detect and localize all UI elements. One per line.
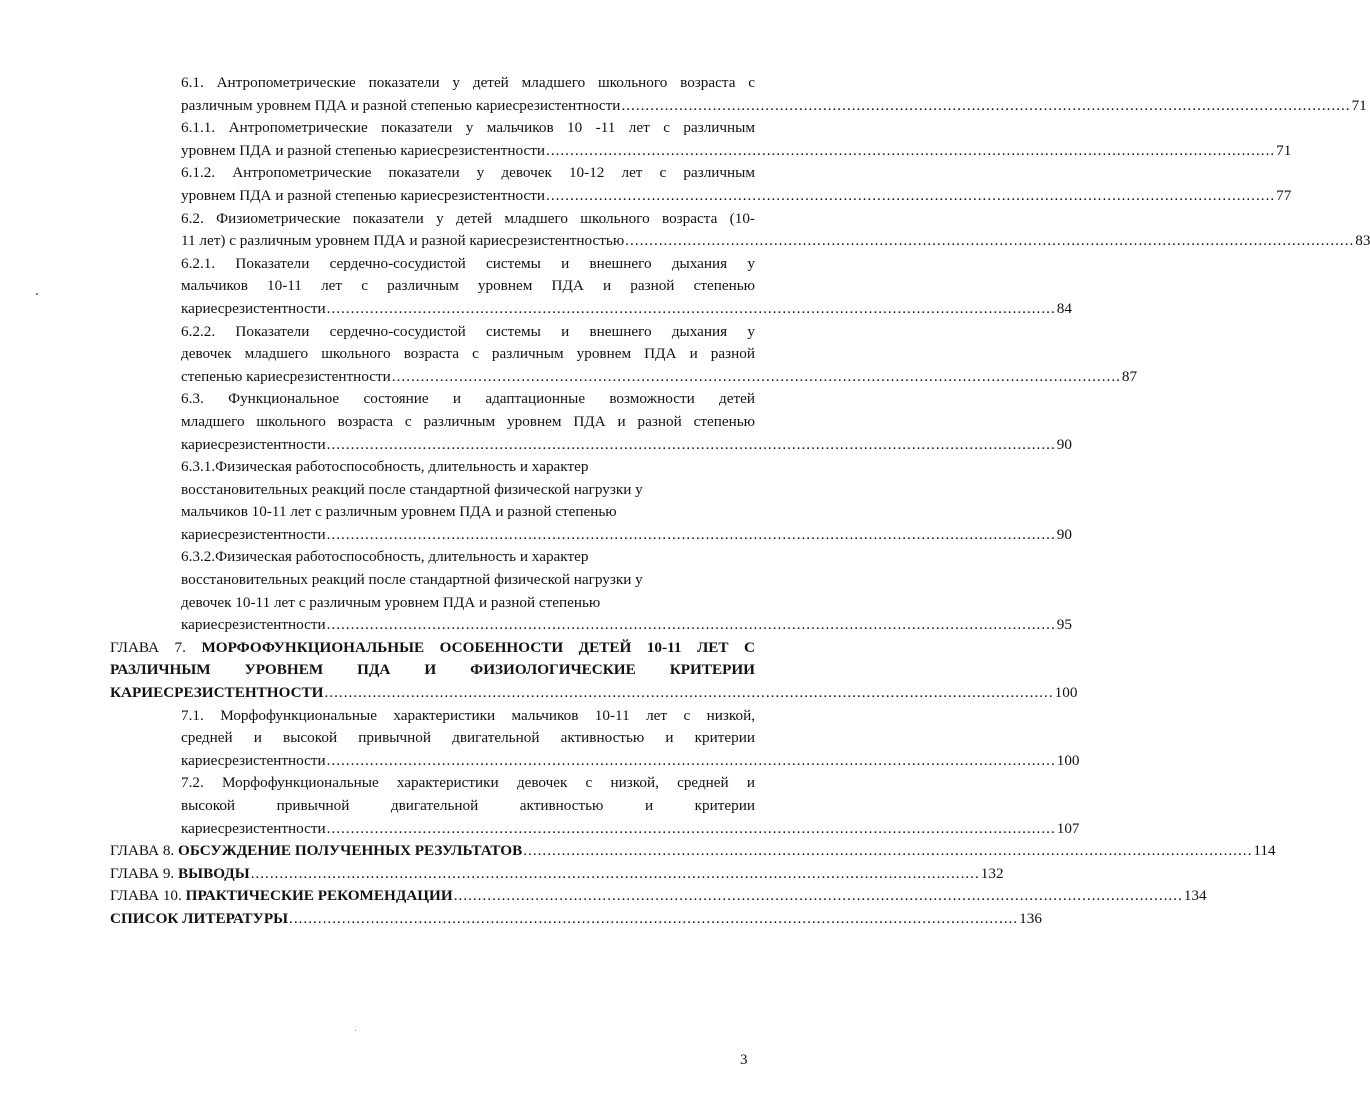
- page-ref: 107: [1056, 819, 1080, 837]
- references-title: СПИСОК ЛИТЕРАТУРЫ: [110, 909, 289, 927]
- page-ref: 84: [1056, 299, 1072, 317]
- toc-entry-text: 6.1.1. Антропометрические показатели у мальчиков 10 -11 лет с различным: [181, 119, 755, 137]
- chapter-prefix: ГЛАВА 8.: [110, 842, 175, 860]
- chapter-title: КАРИЕСРЕЗИСТЕНТНОСТИ: [110, 684, 324, 702]
- toc-entry-text: 7.2. Морфофункциональные характеристики девочек с низкой, средней и: [181, 774, 755, 792]
- scan-speck: [355, 1030, 356, 1031]
- chapter-title: ПРАКТИЧЕСКИЕ РЕКОМЕНДАЦИИ: [185, 887, 453, 905]
- toc-entry-text: девочек младшего школьного возраста с различным уровнем ПДА и разной: [181, 345, 755, 363]
- toc-entry-text: степенью кариесрезистентности: [181, 367, 391, 385]
- toc-entry-text: девочек 10-11 лет с различным уровнем ПДА и разной степенью: [181, 593, 601, 611]
- page-ref: 100: [1056, 751, 1080, 769]
- toc-entry-6-2-2[interactable]: 6.2.2. Показатели сердечно-сосудистой системы и внешнего дыхания у девочек младшего школьного возраста с различным уровнем ПДА и разной степенью кариесрезистентности ........................................................................................................................................................ 87: [181, 321, 755, 389]
- toc-entry-text: 6.3.2.Физическая работоспособность, длительность и характер: [181, 548, 589, 566]
- chapter-prefix: ГЛАВА 10.: [110, 887, 182, 905]
- toc-chapter-7[interactable]: ГЛАВА 7. МОРФОФУНКЦИОНАЛЬНЫЕ ОСОБЕННОСТИ ДЕТЕЙ 10-11 ЛЕТ С РАЗЛИЧНЫМ УРОВНЕМ ПДА И ФИЗИОЛОГИЧЕСКИЕ КРИТЕРИИ КАРИЕСРЕЗИСТЕНТНОСТИ ........................................................................................................................................................ 100: [110, 637, 755, 705]
- toc-entry-text: кариесрезистентности: [181, 751, 326, 769]
- toc-entry-text: уровнем ПДА и разной степенью кариесрезистентности: [181, 141, 546, 159]
- toc-entry-text: 6.2. Физиометрические показатели у детей младшего школьного возраста (10-: [181, 209, 755, 227]
- page-ref: 71: [1276, 141, 1292, 159]
- toc-entry-text: 11 лет) с различным уровнем ПДА и разной кариесрезистентностью: [181, 232, 625, 250]
- toc-entry-text: мальчиков 10-11 лет с различным уровнем ПДА и разной степенью: [181, 503, 617, 521]
- toc-entry-text: различным уровнем ПДА и разной степенью кариесрезистентности: [181, 96, 621, 114]
- toc-entry-text: восстановительных реакций после стандартной физической нагрузки у: [181, 480, 643, 498]
- toc-entry-7-2[interactable]: 7.2. Морфофункциональные характеристики девочек с низкой, средней и высокой привычной двигательной активностью и критерии кариесрезистентности ........................................................................................................................................................ 107: [181, 772, 755, 840]
- toc-entry-text: мальчиков 10-11 лет с различным уровнем ПДА и разной степенью: [181, 277, 755, 295]
- toc-entry-text: кариесрезистентности: [181, 435, 326, 453]
- toc-entry-7-1[interactable]: 7.1. Морфофункциональные характеристики мальчиков 10-11 лет с низкой, средней и высокой привычной двигательной активностью и критерии кариесрезистентности ........................................................................................................................................................ 100: [181, 705, 755, 773]
- toc-entry-6-2-1[interactable]: 6.2.1. Показатели сердечно-сосудистой системы и внешнего дыхания у мальчиков 10-11 лет с различным уровнем ПДА и разной степенью кариесрезистентности ........................................................................................................................................................ 84: [181, 253, 755, 321]
- toc-entry-text: 6.2.1. Показатели сердечно-сосудистой системы и внешнего дыхания у: [181, 254, 755, 272]
- page-ref: 83: [1355, 232, 1370, 250]
- page-ref: 77: [1276, 186, 1292, 204]
- page-ref: 136: [1019, 909, 1042, 927]
- page-ref: 134: [1183, 887, 1207, 905]
- toc-entry-text: 6.3. Функциональное состояние и адаптационные возможности детей: [181, 390, 755, 408]
- page-ref: 132: [980, 864, 1004, 882]
- toc-entry-6-3[interactable]: 6.3. Функциональное состояние и адаптационные возможности детей младшего школьного возраста с различным уровнем ПДА и разной степенью кариесрезистентности ........................................................................................................................................................ 90: [181, 388, 755, 456]
- toc-entry-6-3-1[interactable]: 6.3.1.Физическая работоспособность, длительность и характер восстановительных реакций после стандартной физической нагрузки у мальчиков 10-11 лет с различным уровнем ПДА и разной степенью кариесрезистентности ........................................................................................................................................................ 90: [181, 456, 755, 546]
- toc-entry-6-3-2[interactable]: 6.3.2.Физическая работоспособность, длительность и характер восстановительных реакций после стандартной физической нагрузки у девочек 10-11 лет с различным уровнем ПДА и разной степенью кариесрезистентности ........................................................................................................................................................ 95: [181, 546, 755, 636]
- chapter-title: МОРФОФУНКЦИОНАЛЬНЫЕ ОСОБЕННОСТИ ДЕТЕЙ 10-11 ЛЕТ С: [201, 638, 756, 656]
- page-ref: 90: [1056, 435, 1072, 453]
- page-ref: 71: [1351, 96, 1367, 114]
- toc-entry-text: 6.1. Антропометрические показатели у детей младшего школьного возраста с: [181, 74, 755, 91]
- chapter-prefix: ГЛАВА 7.: [110, 638, 186, 656]
- toc-entry-6-1-2[interactable]: 6.1.2. Антропометрические показатели у девочек 10-12 лет с различным уровнем ПДА и разной степенью кариесрезистентности ........................................................................................................................................................ 77: [181, 162, 755, 207]
- page-ref: 87: [1121, 367, 1138, 385]
- toc-entry-6-1-1[interactable]: 6.1.1. Антропометрические показатели у мальчиков 10 -11 лет с различным уровнем ПДА и разной степенью кариесрезистентности ........................................................................................................................................................ 71: [181, 117, 755, 162]
- toc-entry-text: младшего школьного возраста с различным уровнем ПДА и разной степенью: [181, 412, 755, 430]
- toc-entry-text: кариесрезистентности: [181, 819, 326, 837]
- scan-speck: [36, 293, 38, 295]
- chapter-title: ОБСУЖДЕНИЕ ПОЛУЧЕННЫХ РЕЗУЛЬТАТОВ: [178, 842, 523, 860]
- toc-entry-text: уровнем ПДА и разной степенью кариесрезистентности: [181, 186, 546, 204]
- toc-entry-6-1[interactable]: 6.1. Антропометрические показатели у детей младшего школьного возраста с различным уровнем ПДА и разной степенью кариесрезистентности ........................................................................................................................................................ 71: [181, 72, 755, 117]
- toc-entry-text: кариесрезистентности: [181, 299, 326, 317]
- page-ref: 114: [1253, 842, 1276, 860]
- toc-entry-text: кариесрезистентности: [181, 525, 326, 543]
- page-ref: 90: [1056, 525, 1072, 543]
- toc-chapter-8[interactable]: ГЛАВА 8. ОБСУЖДЕНИЕ ПОЛУЧЕННЫХ РЕЗУЛЬТАТОВ ........................................................................................................................................................ 114: [110, 840, 755, 863]
- table-of-contents: [0, 72, 1370, 931]
- chapter-title: РАЗЛИЧНЫМ УРОВНЕМ ПДА И ФИЗИОЛОГИЧЕСКИЕ КРИТЕРИИ: [110, 661, 755, 679]
- toc-entry-text: кариесрезистентности: [181, 616, 326, 634]
- toc-entry-text: 7.1. Морфофункциональные характеристики мальчиков 10-11 лет с низкой,: [181, 706, 755, 724]
- toc-entry-text: высокой привычной двигательной активностью и критерии: [181, 797, 755, 814]
- page-ref: 95: [1056, 616, 1072, 634]
- page-ref: 100: [1054, 684, 1078, 702]
- toc-chapter-9[interactable]: ГЛАВА 9. ВЫВОДЫ ........................................................................................................................................................ 132: [110, 863, 755, 886]
- chapter-title: ВЫВОДЫ: [178, 864, 250, 882]
- toc-references[interactable]: СПИСОК ЛИТЕРАТУРЫ ........................................................................................................................................................ 136: [110, 908, 755, 931]
- toc-entry-text: 6.2.2. Показатели сердечно-сосудистой системы и внешнего дыхания у: [181, 322, 755, 340]
- page-number: 3: [740, 1052, 748, 1068]
- toc-chapter-10[interactable]: ГЛАВА 10. ПРАКТИЧЕСКИЕ РЕКОМЕНДАЦИИ ........................................................................................................................................................ 134: [110, 885, 755, 908]
- toc-entry-text: средней и высокой привычной двигательной активностью и критерии: [181, 729, 755, 747]
- toc-entry-text: 6.3.1.Физическая работоспособность, длительность и характер: [181, 458, 589, 476]
- chapter-prefix: ГЛАВА 9.: [110, 864, 175, 882]
- toc-entry-6-2[interactable]: 6.2. Физиометрические показатели у детей младшего школьного возраста (10- 11 лет) с различным уровнем ПДА и разной кариесрезистентностью ........................................................................................................................................................ 83: [181, 208, 755, 253]
- toc-entry-text: 6.1.2. Антропометрические показатели у девочек 10-12 лет с различным: [181, 164, 755, 182]
- toc-entry-text: восстановительных реакций после стандартной физической нагрузки у: [181, 571, 643, 589]
